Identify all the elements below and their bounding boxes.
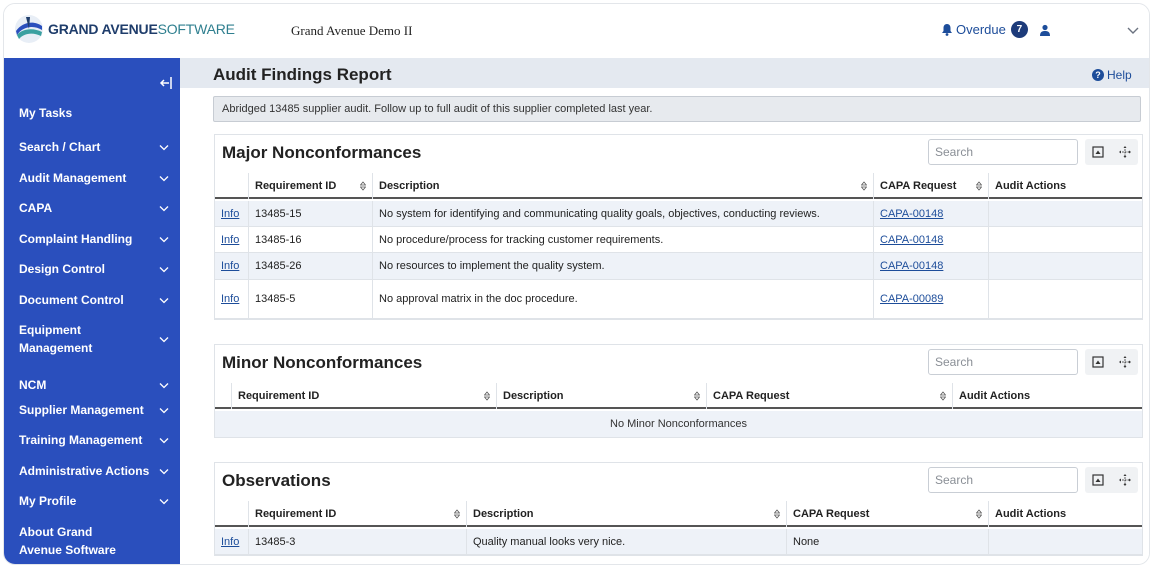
table-header — [215, 383, 1142, 409]
column-header-label: Audit Actions — [959, 390, 1031, 402]
sidebar-item-label: Equipment Management — [19, 323, 93, 355]
sort-icon — [454, 509, 460, 519]
capa-request-cell-text[interactable]: CAPA-00089 — [880, 293, 944, 305]
logo-text-light: SOFTWARE — [157, 21, 235, 37]
requirement-id-cell-text: 13485-26 — [255, 260, 302, 272]
audit-actions-cell — [988, 280, 1142, 318]
sidebar-item[interactable] — [19, 431, 169, 449]
logo-mark-icon — [14, 14, 44, 44]
column-header-label: Description — [473, 508, 534, 520]
chevron-down-icon — [159, 175, 169, 182]
column-header — [988, 173, 1142, 199]
requirement-id-cell — [248, 280, 372, 318]
column-header-label: Requirement ID — [238, 390, 320, 402]
search-input[interactable] — [928, 467, 1078, 493]
collapse-sidebar-icon[interactable] — [159, 76, 173, 90]
table-row — [215, 201, 1142, 227]
table-header — [215, 173, 1142, 199]
capa-request-cell-text[interactable]: CAPA-00148 — [880, 260, 944, 272]
move-icon[interactable] — [1119, 474, 1131, 486]
audit-actions-cell — [988, 201, 1142, 226]
audit-actions-cell — [988, 253, 1142, 279]
expand-icon[interactable] — [1092, 474, 1104, 486]
major-nonconformances-panel — [214, 134, 1143, 320]
sidebar-item[interactable] — [19, 376, 169, 394]
description-cell — [372, 201, 873, 226]
audit-actions-cell — [988, 529, 1142, 554]
capa-request-cell-text[interactable]: CAPA-00148 — [880, 207, 944, 220]
empty-table-message: No Minor Nonconformances — [215, 411, 1142, 437]
column-header-label: Audit Actions — [995, 508, 1067, 520]
sidebar-item[interactable] — [19, 199, 169, 217]
column-header[interactable] — [248, 173, 372, 199]
table-header — [215, 501, 1142, 527]
sort-icon — [360, 181, 366, 191]
info-link[interactable] — [215, 227, 248, 252]
chevron-down-icon — [159, 498, 169, 505]
capa-request-cell-text: None — [793, 535, 820, 548]
column-header[interactable] — [706, 383, 952, 409]
sidebar — [4, 58, 180, 565]
sort-icon — [940, 391, 946, 401]
sidebar-item-label: Document Control — [19, 293, 124, 307]
top-bar — [4, 4, 1150, 58]
sidebar-item-label: Administrative Actions — [19, 464, 150, 478]
chevron-down-icon[interactable] — [1126, 25, 1140, 35]
sidebar-item[interactable] — [19, 492, 169, 510]
description-cell-text: No procedure/process for tracking customer requirements. — [379, 233, 664, 246]
chevron-down-icon — [159, 437, 169, 444]
sidebar-item[interactable] — [19, 401, 169, 419]
sort-icon — [694, 391, 700, 401]
chevron-down-icon — [159, 468, 169, 475]
page-title: Audit Findings Report — [213, 65, 392, 84]
chevron-down-icon — [159, 205, 169, 212]
info-link-text[interactable]: Info — [221, 260, 240, 272]
sidebar-item-label: My Tasks — [19, 106, 73, 120]
column-header[interactable] — [873, 173, 988, 199]
column-header-label: Description — [379, 180, 440, 192]
description-cell-text: No approval matrix in the doc procedure. — [379, 293, 578, 305]
chevron-down-icon — [159, 297, 169, 304]
column-header[interactable] — [466, 501, 786, 527]
audit-actions-cell — [988, 227, 1142, 252]
column-header[interactable] — [496, 383, 706, 409]
capa-request-cell — [786, 529, 988, 554]
column-header[interactable] — [231, 383, 496, 409]
info-link-text[interactable]: Info — [221, 233, 240, 246]
description-cell-text: Quality manual looks very nice. — [473, 535, 626, 548]
header-info-col — [215, 383, 231, 409]
requirement-id-cell — [248, 201, 372, 226]
sidebar-item[interactable] — [19, 523, 169, 559]
user-icon[interactable] — [1039, 24, 1051, 36]
info-link[interactable] — [215, 529, 248, 554]
chevron-down-icon — [159, 236, 169, 243]
sidebar-item-label: NCM — [19, 378, 47, 392]
section-title: Major Nonconformances — [222, 143, 422, 162]
description-cell — [372, 280, 873, 318]
chevron-down-icon — [159, 144, 169, 151]
sidebar-item-label: CAPA — [19, 201, 53, 215]
app-window — [3, 3, 1150, 565]
table-row — [215, 227, 1142, 253]
move-icon[interactable] — [1119, 146, 1131, 158]
sort-icon — [774, 509, 780, 519]
sidebar-item-label: Search / Chart — [19, 140, 101, 154]
info-link[interactable] — [215, 280, 248, 318]
sort-icon — [484, 391, 490, 401]
minor-nonconformances-panel — [214, 344, 1143, 438]
main-content — [180, 58, 1150, 565]
header-info-col — [215, 501, 248, 527]
chevron-down-icon — [159, 336, 169, 343]
chevron-down-icon — [159, 266, 169, 273]
description-cell-text: No resources to implement the quality system. — [379, 260, 605, 272]
requirement-id-cell-text: 13485-16 — [255, 233, 302, 246]
overdue-count-badge: 7 — [1011, 21, 1028, 38]
panel-tools — [1085, 467, 1138, 493]
column-header[interactable] — [248, 501, 466, 527]
info-link[interactable] — [215, 253, 248, 279]
sidebar-item[interactable] — [19, 462, 169, 480]
capa-request-cell[interactable] — [873, 227, 988, 252]
sidebar-item[interactable] — [19, 169, 169, 187]
requirement-id-cell — [248, 529, 466, 554]
column-header-label: Audit Actions — [995, 180, 1067, 192]
help-icon: ? — [1092, 69, 1104, 81]
column-header — [988, 501, 1142, 527]
capa-request-cell[interactable] — [873, 253, 988, 279]
expand-icon[interactable] — [1092, 356, 1104, 368]
sidebar-item[interactable] — [19, 138, 169, 156]
capa-request-cell-text[interactable]: CAPA-00148 — [880, 233, 944, 246]
search-input[interactable] — [928, 139, 1078, 165]
table-row — [215, 280, 1142, 319]
info-link-text[interactable]: Info — [221, 293, 240, 305]
logo[interactable] — [14, 14, 235, 44]
column-header-label: CAPA Request — [793, 508, 870, 520]
info-link-text[interactable]: Info — [221, 535, 240, 548]
column-header-label: CAPA Request — [713, 390, 790, 402]
capa-request-cell[interactable] — [873, 201, 988, 226]
sidebar-item-label: My Profile — [19, 494, 77, 508]
sidebar-item-label: Audit Management — [19, 171, 127, 185]
sidebar-item-label: Complaint Handling — [19, 232, 133, 246]
overdue-label: Overdue — [956, 22, 1006, 37]
column-header-label: Requirement ID — [255, 180, 337, 192]
section-title: Minor Nonconformances — [222, 353, 423, 372]
column-header — [952, 383, 1142, 409]
table-row — [215, 253, 1142, 280]
table-row — [215, 529, 1142, 555]
app-name: Grand Avenue Demo II — [291, 23, 413, 38]
requirement-id-cell-text: 13485-15 — [255, 207, 302, 220]
column-header-label: Requirement ID — [255, 508, 337, 520]
sidebar-item-label: Design Control — [19, 262, 105, 276]
sidebar-item[interactable] — [19, 321, 169, 357]
expand-icon[interactable] — [1092, 146, 1104, 158]
requirement-id-cell — [248, 227, 372, 252]
column-header-label: Description — [503, 390, 564, 402]
info-link[interactable] — [215, 201, 248, 226]
info-link-text[interactable]: Info — [221, 207, 240, 220]
column-header[interactable] — [786, 501, 988, 527]
sort-icon — [976, 509, 982, 519]
audit-note: Abridged 13485 supplier audit. Follow up to full audit of this supplier completed last year. — [213, 96, 1141, 122]
logo-text-bold: GRAND AVENUE — [48, 21, 158, 37]
sidebar-item-label: About Grand Avenue Software — [19, 525, 116, 557]
sidebar-item[interactable] — [19, 260, 169, 278]
search-input[interactable] — [928, 349, 1078, 375]
help-link[interactable] — [1092, 68, 1132, 82]
description-cell — [372, 253, 873, 279]
description-cell — [372, 227, 873, 252]
sidebar-item[interactable] — [19, 104, 169, 122]
bell-icon — [941, 23, 953, 36]
report-header — [180, 58, 1150, 88]
requirement-id-cell-text: 13485-5 — [255, 293, 296, 305]
overdue-button[interactable] — [941, 21, 1028, 38]
chevron-down-icon — [159, 407, 169, 414]
observations-panel — [214, 462, 1143, 556]
capa-request-cell[interactable] — [873, 280, 988, 318]
sort-icon — [861, 181, 867, 191]
chevron-down-icon — [159, 382, 169, 389]
help-label: Help — [1107, 68, 1132, 82]
sidebar-item[interactable] — [19, 291, 169, 309]
description-cell-text: No system for identifying and communicating quality goals, objectives, conducting reviews. — [379, 207, 820, 220]
description-cell — [466, 529, 786, 554]
move-icon[interactable] — [1119, 356, 1131, 368]
header-info-col — [215, 173, 248, 199]
column-header-label: CAPA Request — [880, 180, 957, 192]
sidebar-item-label: Supplier Management — [19, 403, 144, 417]
sort-icon — [976, 181, 982, 191]
requirement-id-cell-text: 13485-3 — [255, 535, 296, 548]
section-title: Observations — [222, 471, 331, 490]
requirement-id-cell — [248, 253, 372, 279]
sidebar-item-label: Training Management — [19, 433, 143, 447]
panel-tools — [1085, 349, 1138, 375]
logo-text — [48, 21, 235, 37]
column-header[interactable] — [372, 173, 873, 199]
sidebar-item[interactable] — [19, 230, 169, 248]
panel-tools — [1085, 139, 1138, 165]
